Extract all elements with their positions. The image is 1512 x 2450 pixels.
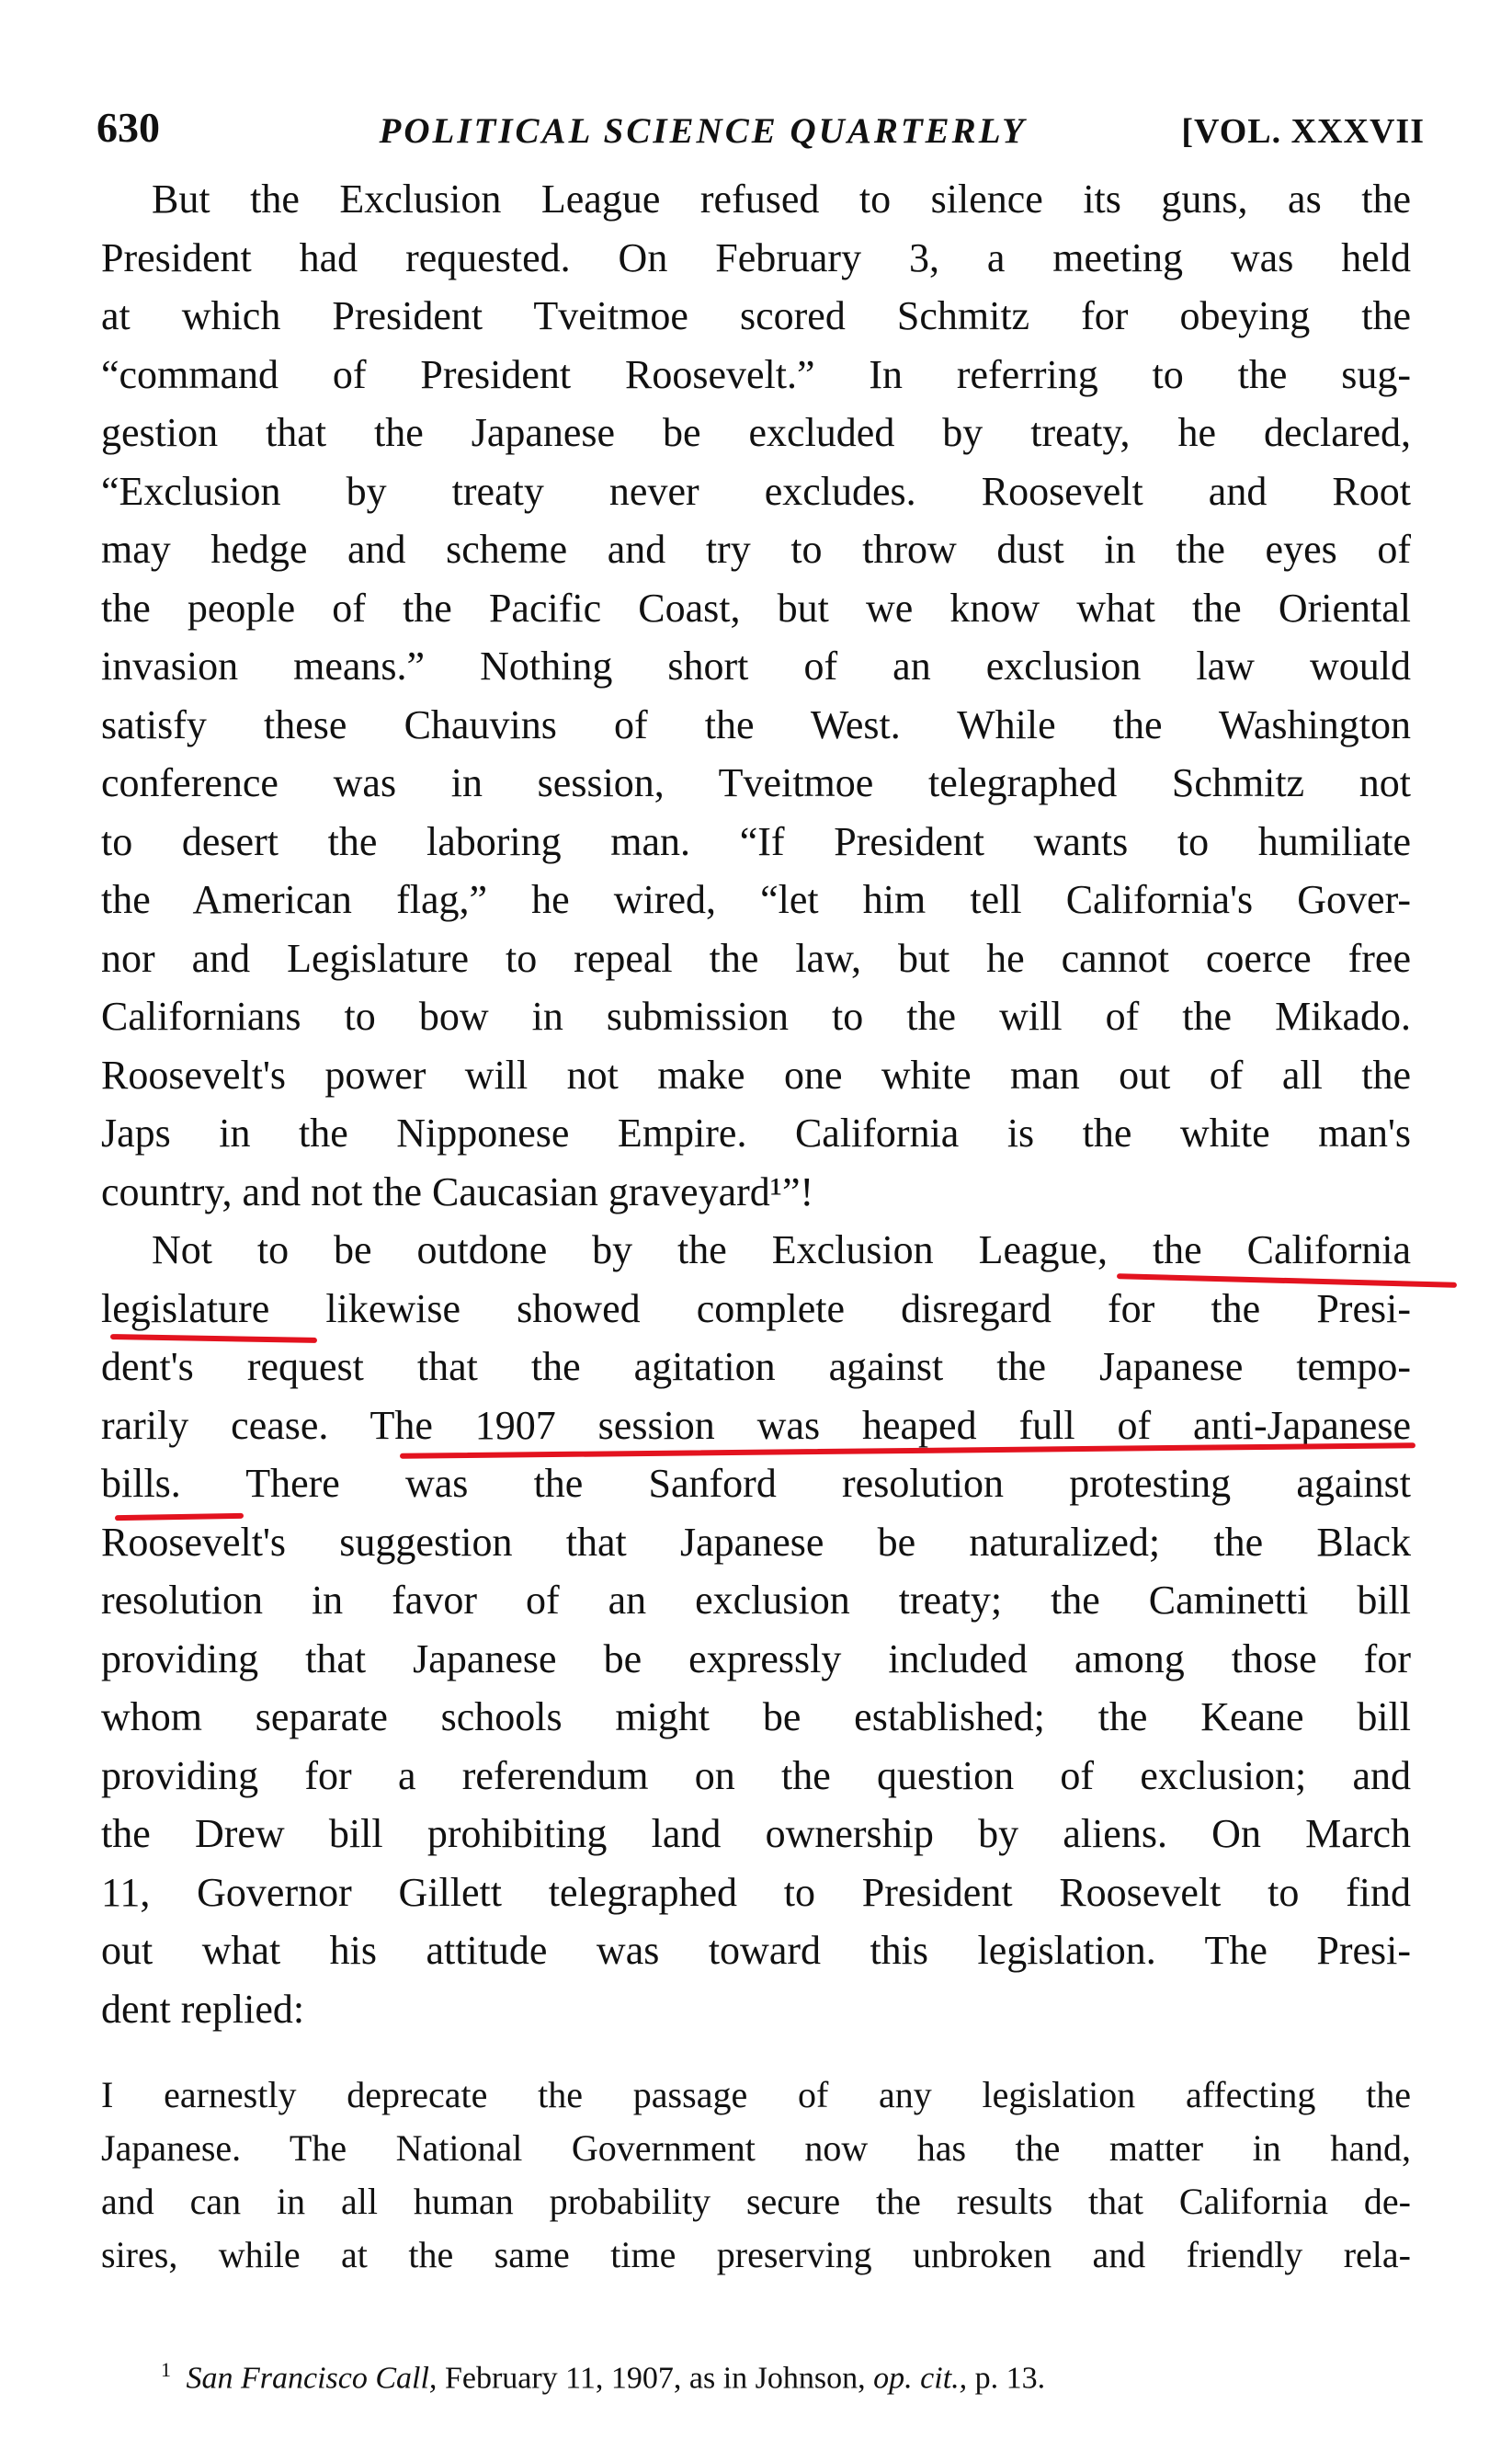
text-line: legislature likewise showed complete disregard for the Presi- — [101, 1285, 1411, 1331]
text-line: satisfy these Chauvins of the West. While the Washington — [101, 701, 1411, 747]
text-line: providing for a referendum on the question of exclusion; and — [101, 1752, 1411, 1798]
footnote-ref: op. cit., — [873, 2361, 968, 2396]
journal-title: POLITICAL SCIENCE QUARTERLY — [379, 111, 1027, 151]
footnote-source: San Francisco Call, — [186, 2361, 438, 2396]
body-text — [101, 170, 1411, 2038]
text-line: whom separate schools might be established; the Keane bill — [101, 1694, 1411, 1739]
footnote — [161, 2358, 1045, 2396]
text-line: rarily cease. The 1907 session was heaped full of anti-Japanese — [101, 1402, 1411, 1448]
text-line: invasion means.” Nothing short of an exclusion law would — [101, 644, 1411, 689]
text-line: the American flag,” he wired, “let him tell California's Gover- — [101, 877, 1411, 922]
footnote-marker: 1 — [161, 2358, 171, 2381]
footnote-date: February 11, 1907, as in Johnson, — [444, 2361, 866, 2396]
quote-line: I earnestly deprecate the passage of any legislation affecting the — [101, 2074, 1411, 2115]
text-line: conference was in session, Tveitmoe telegraphed Schmitz not — [101, 760, 1411, 805]
footnote-page: p. 13. — [974, 2361, 1046, 2396]
text-line: “Exclusion by treaty never excludes. Roosevelt and Root — [101, 468, 1411, 514]
text-line: Not to be outdone by the Exclusion League, the California — [152, 1227, 1411, 1272]
text-line: providing that Japanese be expressly included among those for — [101, 1635, 1411, 1681]
text-line: bills. There was the Sanford resolution protesting against — [101, 1461, 1411, 1506]
text-line: Roosevelt's suggestion that Japanese be naturalized; the Black — [101, 1519, 1411, 1565]
quote-line: sires, while at the same time preserving unbroken and friendly rela- — [101, 2234, 1411, 2275]
text-line: out what his attitude was toward this legislation. The Presi- — [101, 1928, 1411, 1973]
page-number: 630 — [97, 104, 160, 151]
text-line: 11, Governor Gillett telegraphed to President Roosevelt to find — [101, 1869, 1411, 1915]
text-line: “command of President Roosevelt.” In referring to the sug- — [101, 351, 1411, 397]
text-line: gestion that the Japanese be excluded by treaty, he declared, — [101, 410, 1411, 455]
text-line: the Drew bill prohibiting land ownership by aliens. On March — [101, 1811, 1411, 1856]
page-header — [97, 87, 1425, 152]
text-line: But the Exclusion League refused to silence its guns, as the — [152, 177, 1411, 222]
text-line: the people of the Pacific Coast, but we know what the Oriental — [101, 585, 1411, 631]
text-line: Roosevelt's power will not make one white man out of all the — [101, 1052, 1411, 1098]
text-line: dent's request that the agitation against the Japanese tempo- — [101, 1344, 1411, 1389]
text-line: dent replied: — [101, 1986, 305, 2032]
quote-line: Japanese. The National Government now has the matter in hand, — [101, 2127, 1411, 2169]
volume-label: [VOL. XXXVII — [1181, 112, 1425, 151]
text-line: at which President Tveitmoe scored Schmitz for obeying the — [101, 293, 1411, 338]
text-line: Californians to bow in submission to the will of the Mikado. — [101, 994, 1411, 1039]
text-line: nor and Legislature to repeal the law, but he cannot coerce free — [101, 935, 1411, 981]
text-line: to desert the laboring man. “If President wants to humiliate — [101, 818, 1411, 864]
quote-line: and can in all human probability secure the results that California de- — [101, 2181, 1411, 2222]
text-line: country, and not the Caucasian graveyard¹”! — [101, 1168, 814, 1214]
text-line: President had requested. On February 3, a meeting was held — [101, 234, 1411, 280]
block-quote — [101, 2068, 1411, 2282]
text-line: resolution in favor of an exclusion treaty; the Caminetti bill — [101, 1578, 1411, 1623]
text-line: Japs in the Nipponese Empire. California is the white man's — [101, 1111, 1411, 1156]
text-line: may hedge and scheme and try to throw dust in the eyes of — [101, 527, 1411, 572]
